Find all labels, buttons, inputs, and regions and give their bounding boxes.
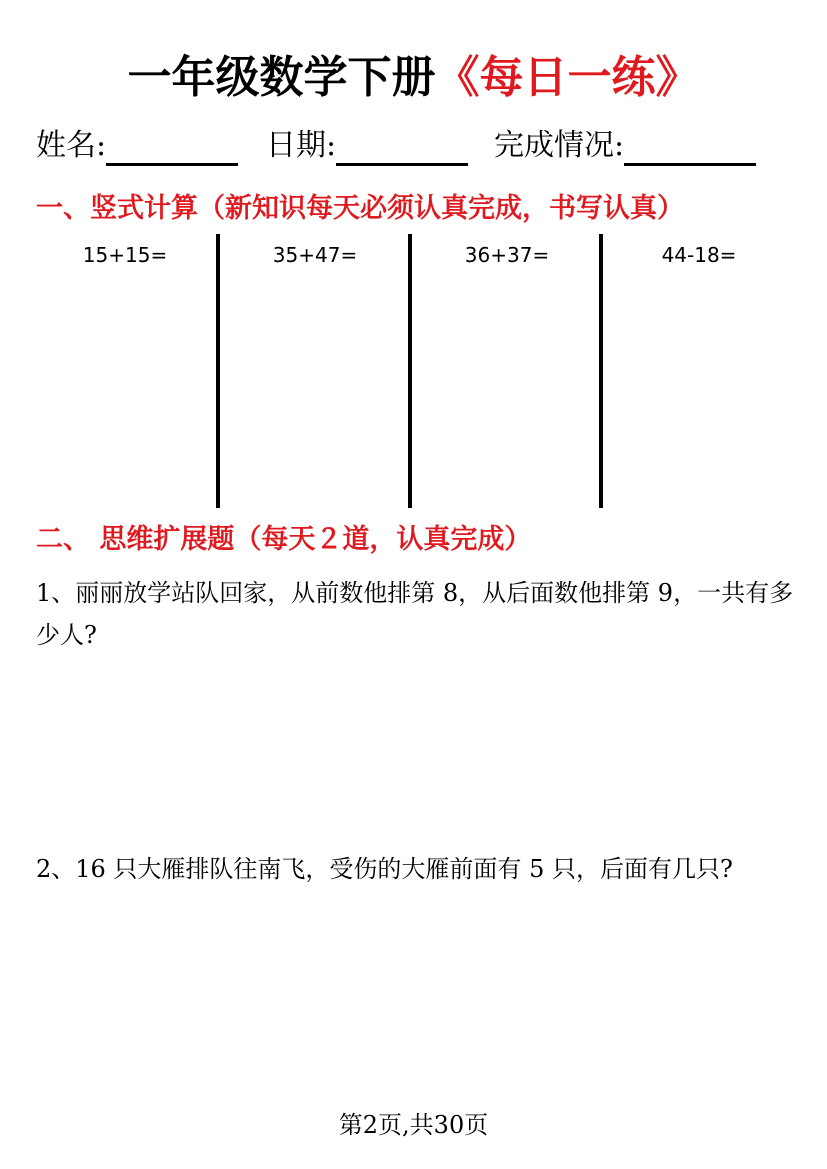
title-accent: 《每日一练》 [435,52,700,103]
date-field [266,126,468,166]
name-label: 姓名: [36,128,107,163]
section2-heading: 二、 思维扩展题（每天２道，认真完成） [36,524,532,555]
name-field [36,126,238,166]
question-2: 2、16 只大雁排队往南飞，受伤的大雁前面有 5 只，后面有几只? [36,855,733,883]
worksheet-title [0,48,827,108]
column-divider-1 [216,234,220,508]
title-main: 一年级数学下册 [127,52,436,103]
problem-4: 44-18= [661,243,737,267]
section1-heading: 一、竖式计算（新知识每天必须认真完成，书写认真） [36,193,684,224]
date-blank[interactable] [336,133,468,166]
column-divider-2 [408,234,412,508]
problem-1: 15+15= [82,243,168,267]
problem-3: 36+37= [464,243,550,267]
name-blank[interactable] [106,133,238,166]
status-label: 完成情况: [494,128,625,163]
column-divider-3 [599,234,603,508]
status-blank[interactable] [624,133,756,166]
status-field [494,126,756,166]
problem-2: 35+47= [272,243,358,267]
page-footer: 第2页,共30页 [338,1111,489,1139]
date-label: 日期: [266,128,337,163]
question-1: 1、丽丽放学站队回家，从前数他排第 8，从后面数他排第 9，一共有多少人? [36,579,794,649]
